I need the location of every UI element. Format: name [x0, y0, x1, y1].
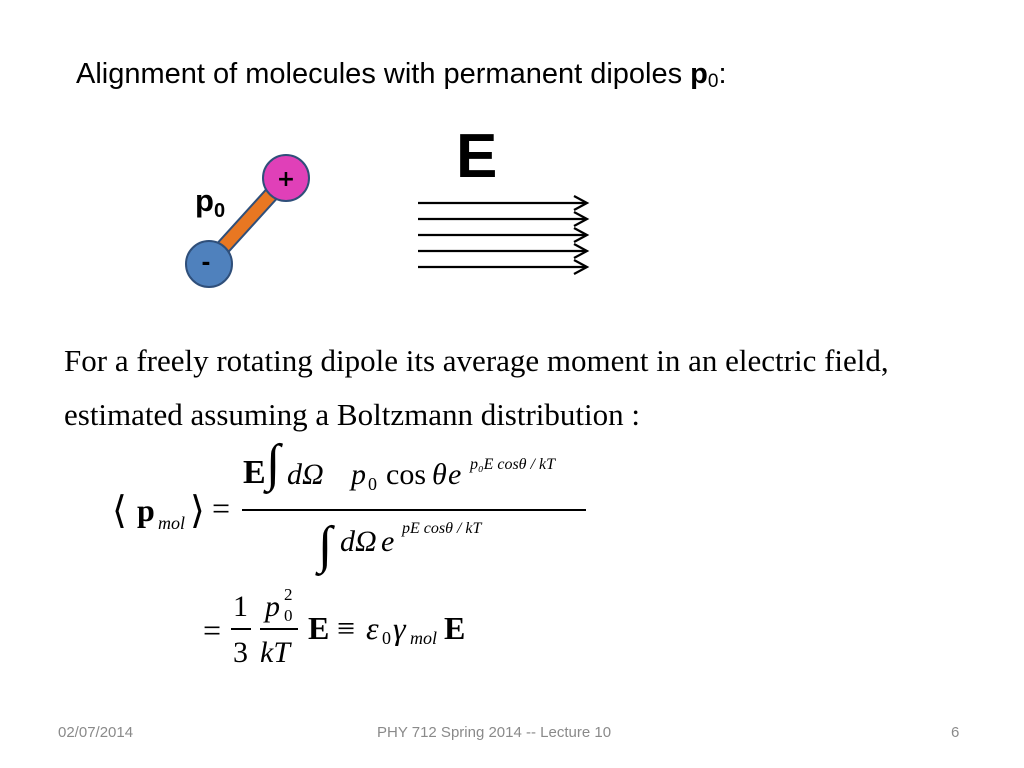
numerator-p: p [351, 458, 366, 491]
field-lines [410, 192, 595, 282]
second-line-fraction-bar-1 [231, 628, 251, 630]
denominator-e: e [381, 525, 395, 558]
denominator-dOmega: dΩ [340, 525, 377, 558]
numerator-integral: ∫ [266, 435, 281, 492]
positive-sign: + [276, 167, 296, 192]
second-line-p-superscript: 2 [284, 585, 293, 604]
numerator-theta: θ [432, 458, 447, 491]
second-line-epsilon-subscript: 0 [382, 628, 391, 648]
footer-date: 02/07/2014 [58, 724, 134, 741]
numerator-e: e [448, 458, 462, 491]
field-arrows [418, 196, 587, 274]
second-line-kT: kT [260, 636, 290, 669]
numerator-exponent: p₀E cosθ / kT [470, 456, 555, 473]
lhs-right-bracket: ⟩ [190, 490, 205, 532]
body-line-2: estimated assuming a Boltzmann distribution : [64, 397, 641, 432]
slide-title [76, 58, 727, 93]
numerator-p-subscript: 0 [368, 474, 377, 494]
fraction-bar [242, 509, 586, 511]
denominator-integral: ∫ [318, 517, 333, 574]
second-line-p: p [265, 590, 280, 623]
second-line-equiv: ≡ [337, 610, 356, 646]
lhs-p: p [137, 492, 155, 528]
numerator-cos: cos [386, 458, 426, 491]
denominator-exponent: pE cosθ / kT [402, 520, 482, 537]
title-suffix: : [718, 58, 727, 90]
title-subscript: 0 [707, 71, 719, 92]
second-line-E2: E [444, 610, 466, 646]
footer-course: PHY 712 Spring 2014 -- Lecture 10 [377, 724, 612, 741]
numerator-dOmega: dΩ [287, 458, 324, 491]
second-line-gamma: γ [393, 610, 406, 646]
title-symbol: p [690, 58, 708, 90]
numerator-E: E [243, 454, 266, 491]
second-line-three: 3 [233, 636, 248, 669]
second-line-one: 1 [233, 590, 248, 623]
negative-sign: - [201, 251, 211, 276]
lhs-subscript: mol [158, 513, 185, 533]
dipole-label-subscript: 0 [213, 200, 226, 222]
field-label: E [456, 122, 498, 191]
lhs-left-bracket: ⟨ [112, 490, 127, 532]
equation-equals: = [212, 490, 231, 526]
second-line-p-subscript: 0 [284, 606, 293, 625]
second-line-equals: = [203, 612, 222, 648]
title-text: Alignment of molecules with permanent dipoles [76, 58, 691, 90]
second-line-E: E [308, 610, 330, 646]
second-line-gamma-subscript: mol [410, 628, 437, 648]
dipole-label: $p_0$ [195, 183, 226, 222]
second-line-fraction-bar-2 [260, 628, 298, 630]
footer-page-number: 6 [951, 724, 960, 741]
second-line-epsilon: ε [366, 610, 379, 646]
body-line-1: For a freely rotating dipole its average moment in an electric field, [64, 343, 889, 378]
